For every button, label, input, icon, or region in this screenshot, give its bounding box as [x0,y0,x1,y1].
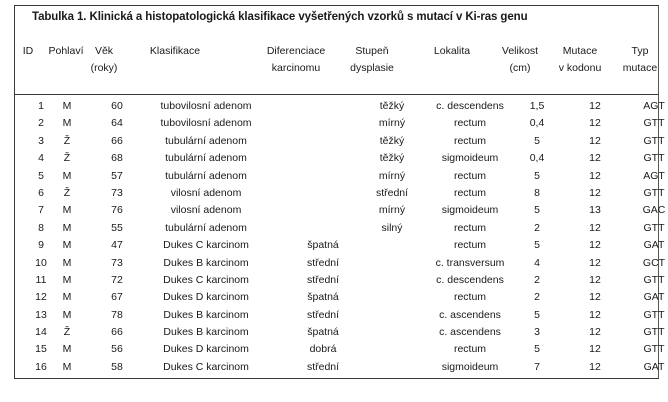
cell-codon: 12 [589,100,601,112]
column-header-line2: v kodonu [558,62,602,74]
cell-location: c. descendens [436,100,504,112]
cell-differentiation: špatná [307,291,339,304]
cell-classification: vilosní adenom [170,186,242,199]
cell-classification: tubulární adenom [165,134,247,147]
cell-id: 6 [38,186,44,199]
cell-age: 76 [111,204,123,217]
cell-location: rectum [453,291,487,304]
cell-age: 73 [111,256,123,269]
column-header-line1: Stupeň [355,45,389,57]
cell-codon: 12 [589,134,601,147]
cell-mutation-type: GTT [643,134,665,147]
cell-age: 67 [111,291,123,304]
column-header-line1: ID [22,45,34,57]
cell-id: 5 [38,169,44,182]
cell-age: 73 [111,186,123,199]
cell-sex: M [62,204,72,217]
cell-size: 5 [534,169,540,182]
cell-codon: 12 [589,186,601,199]
cell-sex: Ž [63,186,71,199]
cell-classification: tubulární adenom [165,221,247,234]
cell-dysplasia: mírný [378,169,406,182]
column-header-line2: (cm) [509,62,531,74]
table-row [14,133,665,150]
cell-classification: vilosní adenom [170,204,242,217]
cell-age: 68 [111,152,123,165]
cell-differentiation: dobrá [309,343,337,356]
cell-codon: 12 [589,221,601,234]
column-header-differentiation [267,43,325,77]
cell-sex: M [62,308,72,321]
cell-sex: M [62,117,72,130]
cell-mutation-type: GTT [643,117,665,130]
column-header-line2 [23,60,34,77]
cell-age: 57 [111,169,123,182]
cell-codon: 12 [589,169,601,182]
cell-sex: M [62,273,72,286]
cell-mutation-type: GAC [642,204,666,217]
cell-mutation-type: GTT [643,343,665,356]
cell-dysplasia: silný [381,221,403,234]
cell-mutation-type: GAT [643,291,665,304]
column-header-line1: Diferenciace [266,45,326,57]
cell-classification: Dukes B karcinom [163,326,249,339]
cell-age: 47 [111,239,123,252]
column-header-line2: dysplasie [350,62,394,74]
cell-id: 3 [38,134,44,147]
cell-classification: tubulární adenom [165,152,247,165]
cell-location: c. transversum [435,256,505,269]
cell-size: 1,5 [529,100,545,112]
column-header-sex [48,43,83,77]
cell-id: 10 [35,256,47,269]
header-divider [14,94,659,95]
cell-sex: M [62,239,72,252]
table-row [14,289,665,306]
cell-differentiation: špatná [307,326,339,339]
cell-location: rectum [453,343,487,356]
cell-mutation-type: GTT [643,152,665,165]
column-header-age [91,43,118,77]
cell-codon: 12 [589,326,601,339]
table-row [14,255,666,272]
cell-age: 78 [111,308,123,321]
cell-size: 7 [534,360,540,373]
table-row [14,341,665,358]
column-header-line1: Lokalita [433,45,471,57]
cell-dysplasia: střední [375,186,409,199]
table-row [14,202,666,219]
cell-location: c. descendens [436,273,504,286]
cell-location: rectum [453,117,487,130]
cell-age: 64 [111,117,123,130]
cell-id: 8 [38,221,44,234]
cell-mutation-type: GTT [643,273,665,286]
cell-dysplasia: mírný [378,204,406,217]
column-header-line2 [48,60,83,77]
cell-location: sigmoideum [441,360,499,373]
column-header-line1: Typ [631,45,649,57]
cell-location: sigmoideum [441,152,499,165]
cell-id: 12 [35,291,47,304]
cell-sex: M [62,360,72,373]
column-header-line2 [150,60,200,77]
cell-sex: Ž [63,326,71,339]
cell-age: 55 [111,221,123,234]
cell-differentiation: střední [306,308,340,321]
cell-size: 4 [534,256,540,269]
cell-size: 5 [534,204,540,217]
table-row [14,272,665,289]
cell-codon: 12 [589,343,601,356]
column-header-line1: Klasifikace [149,45,201,57]
cell-classification: Dukes D karcinom [163,291,249,304]
cell-classification: Dukes C karcinom [163,239,249,252]
cell-age: 58 [111,360,123,373]
cell-codon: 12 [589,291,601,304]
column-header-id [23,43,34,77]
cell-age: 56 [111,343,123,356]
table-caption: Tabulka 1. Klinická a histopatologická klasifikace vyšetřených vzorků s mutací v Ki-ras genu [32,11,528,23]
cell-sex: Ž [63,134,71,147]
cell-size: 0,4 [529,117,545,130]
cell-mutation-type: GCT [642,256,666,269]
cell-classification: Dukes B karcinom [163,308,249,321]
cell-dysplasia: těžký [379,152,405,165]
cell-mutation-type: AGT [643,169,665,182]
cell-id: 2 [38,117,44,130]
cell-id: 7 [38,204,44,217]
table-row [14,115,665,132]
cell-mutation-type: GTT [643,221,665,234]
column-header-classification [150,43,200,77]
cell-mutation-type: GAT [643,360,665,373]
cell-location: rectum [453,134,487,147]
cell-location: rectum [453,186,487,199]
cell-id: 9 [38,239,44,252]
cell-id: 1 [38,100,44,112]
column-header-line2: mutace [622,62,658,74]
cell-location: rectum [453,221,487,234]
column-header-codon [559,43,602,77]
column-header-line1: Pohlaví [48,45,84,57]
cell-id: 15 [35,343,47,356]
table-row [14,98,665,115]
cell-age: 66 [111,134,123,147]
cell-classification: tubulární adenom [165,169,247,182]
cell-sex: M [62,256,72,269]
cell-differentiation: střední [306,360,340,373]
cell-sex: Ž [63,152,71,165]
table-row [14,359,665,376]
cell-size: 5 [534,134,540,147]
cell-size: 2 [534,291,540,304]
cell-dysplasia: těžký [379,134,405,147]
column-header-mutation-type [623,43,657,77]
cell-differentiation: střední [306,273,340,286]
cell-codon: 12 [589,256,601,269]
cell-classification: tubovilosní adenom [160,100,252,112]
cell-size: 5 [534,239,540,252]
cell-id: 13 [35,308,47,321]
cell-sex: M [62,221,72,234]
cell-codon: 12 [589,273,601,286]
cell-location: c. ascendens [439,308,501,321]
cell-sex: M [62,100,72,112]
cell-size: 5 [534,308,540,321]
cell-location: sigmoideum [441,204,499,217]
cell-mutation-type: GTT [643,308,665,321]
table-row [14,237,665,254]
cell-age: 66 [111,326,123,339]
column-header-size [502,43,538,77]
cell-size: 2 [534,221,540,234]
cell-differentiation: špatná [307,239,339,252]
cell-dysplasia: mírný [378,117,406,130]
cell-mutation-type: AGT [643,100,665,112]
column-header-line2: (roky) [90,62,118,74]
table-row [14,168,665,185]
cell-codon: 13 [589,204,601,217]
cell-mutation-type: GAT [643,239,665,252]
column-header-line1: Věk [94,45,114,57]
cell-codon: 12 [589,152,601,165]
cell-size: 3 [534,326,540,339]
column-header-line2 [434,60,470,77]
cell-sex: M [62,169,72,182]
cell-age: 60 [111,100,123,112]
cell-classification: Dukes C karcinom [163,360,249,373]
cell-id: 16 [35,360,47,373]
cell-sex: M [62,291,72,304]
cell-classification: tubovilosní adenom [160,117,252,130]
cell-differentiation: střední [306,256,340,269]
cell-age: 72 [111,273,123,286]
cell-codon: 12 [589,360,601,373]
cell-mutation-type: GTT [643,186,665,199]
cell-size: 5 [534,343,540,356]
cell-classification: Dukes B karcinom [163,256,249,269]
cell-id: 4 [38,152,44,165]
cell-codon: 12 [589,239,601,252]
table-row [14,150,665,167]
cell-dysplasia: těžký [379,100,405,112]
cell-id: 11 [35,273,47,286]
table-row [14,220,665,237]
column-header-line1: Velikost [501,45,539,57]
cell-mutation-type: GTT [643,326,665,339]
column-header-line1: Mutace [562,45,598,57]
table-row [14,324,665,341]
cell-size: 8 [534,186,540,199]
cell-size: 2 [534,273,540,286]
cell-location: rectum [453,239,487,252]
cell-location: rectum [453,169,487,182]
cell-size: 0,4 [529,152,545,165]
cell-sex: M [62,343,72,356]
cell-id: 14 [35,326,47,339]
cell-location: c. ascendens [439,326,501,339]
column-header-dysplasia [350,43,394,77]
cell-codon: 12 [589,117,601,130]
column-header-line2: karcinomu [271,62,321,74]
cell-codon: 12 [589,308,601,321]
cell-classification: Dukes C karcinom [163,273,249,286]
cell-classification: Dukes D karcinom [163,343,249,356]
column-header-location [434,43,470,77]
table-row [14,185,665,202]
table-body [14,98,666,376]
table-row [14,307,665,324]
